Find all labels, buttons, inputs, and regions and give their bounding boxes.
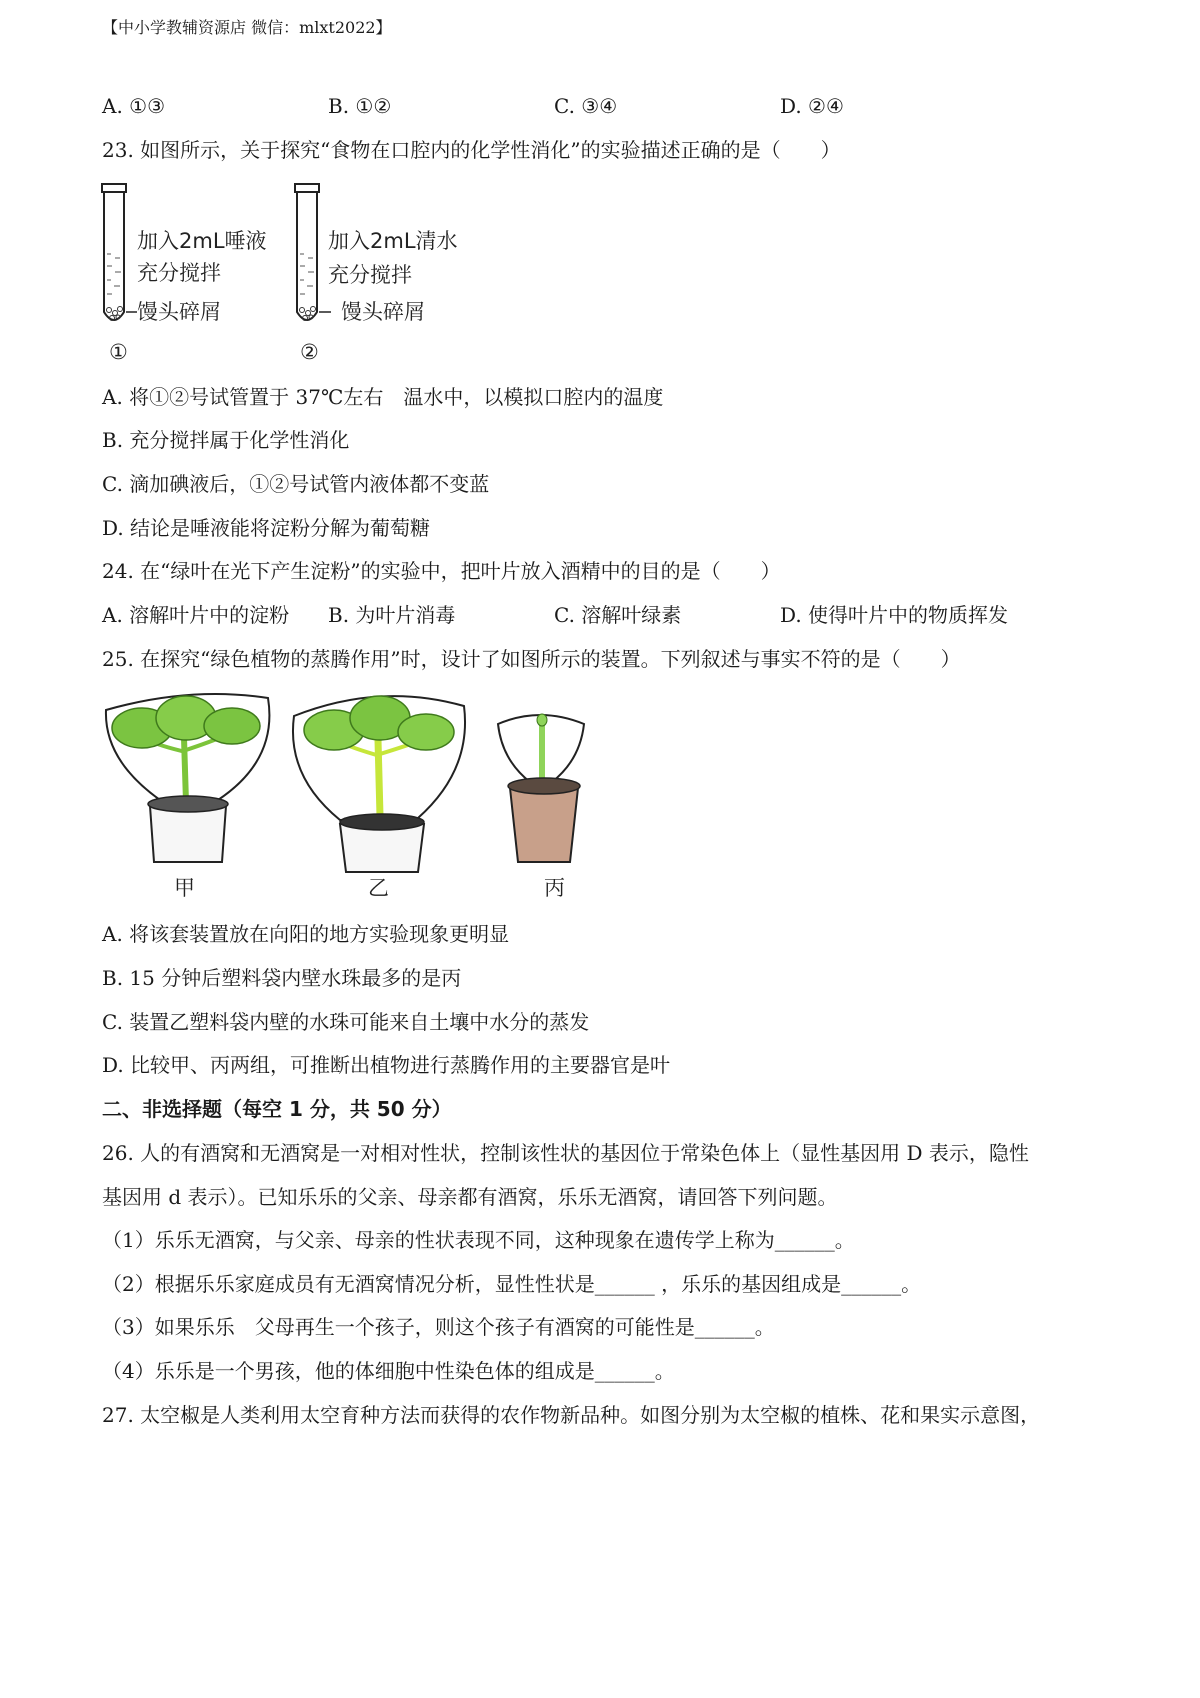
q22-option-a[interactable]: A. ①③ — [102, 94, 166, 118]
tube1-label-3: 馒头碎屑 — [137, 300, 221, 324]
tube1-number: ① — [109, 340, 128, 364]
q22-option-c[interactable]: C. ③④ — [554, 94, 618, 118]
q26-item-1[interactable]: （1）乐乐无酒窝，与父亲、母亲的性状表现不同，这种现象在遗传学上称为______。 — [102, 1228, 855, 1252]
plant-jia-icon — [106, 694, 269, 862]
q24-option-d[interactable]: D. 使得叶片中的物质挥发 — [780, 603, 1009, 627]
q22-option-b[interactable]: B. ①② — [328, 94, 392, 118]
q25-stem: 25. 在探究“绿色植物的蒸腾作用”时，设计了如图所示的装置。下列叙述与事实不符的是（ ） — [102, 647, 961, 671]
tube2-label-3: 馒头碎屑 — [341, 300, 425, 324]
q24-option-c[interactable]: C. 溶解叶绿素 — [554, 603, 682, 627]
page-header: 【中小学教辅资源店 微信：mlxt2022】 — [102, 18, 392, 37]
tube2-number: ② — [300, 340, 319, 364]
q23-stem: 23. 如图所示，关于探究“食物在口腔内的化学性消化”的实验描述正确的是（ ） — [102, 138, 841, 162]
test-tube-2-icon — [295, 184, 331, 321]
q24-stem: 24. 在“绿叶在光下产生淀粉”的实验中，把叶片放入酒精中的目的是（ ） — [102, 559, 781, 583]
q25-option-a[interactable]: A. 将该套装置放在向阳的地方实验现象更明显 — [102, 922, 510, 946]
q26-item-4[interactable]: （4）乐乐是一个男孩，他的体细胞中性染色体的组成是______。 — [102, 1359, 675, 1383]
q24-option-b[interactable]: B. 为叶片消毒 — [328, 603, 456, 627]
tube1-label-2: 充分搅拌 — [137, 261, 221, 285]
q23-option-c[interactable]: C. 滴加碘液后，①②号试管内液体都不变蓝 — [102, 472, 490, 496]
q25-transpiration-figure — [100, 690, 620, 905]
plant-bing-icon — [498, 714, 584, 862]
q23-option-b[interactable]: B. 充分搅拌属于化学性消化 — [102, 428, 350, 452]
q23-option-a[interactable]: A. 将①②号试管置于 37℃左右 温水中，以模拟口腔内的温度 — [102, 385, 664, 409]
tube1-label-1: 加入2mL唾液 — [137, 229, 267, 253]
q26-item-2[interactable]: （2）根据乐乐家庭成员有无酒窝情况分析，显性性状是______ ，乐乐的基因组成是______。 — [102, 1272, 922, 1296]
q24-option-a[interactable]: A. 溶解叶片中的淀粉 — [102, 603, 290, 627]
q23-test-tube-figure — [95, 182, 475, 372]
section-title: 二、非选择题（每空 1 分，共 50 分） — [102, 1097, 452, 1121]
plant-yi-icon — [293, 696, 465, 872]
q25-option-c[interactable]: C. 装置乙塑料袋内壁的水珠可能来自土壤中水分的蒸发 — [102, 1010, 590, 1034]
tube2-label-2: 充分搅拌 — [328, 263, 412, 287]
q23-option-d[interactable]: D. 结论是唾液能将淀粉分解为葡萄糖 — [102, 516, 431, 540]
q22-option-d[interactable]: D. ②④ — [780, 94, 844, 118]
q26-stem-line2: 基因用 d 表示）。已知乐乐的父亲、母亲都有酒窝，乐乐无酒窝，请回答下列问题。 — [102, 1185, 838, 1209]
q26-item-3[interactable]: （3）如果乐乐 父母再生一个孩子，则这个孩子有酒窝的可能性是______。 — [102, 1315, 775, 1339]
test-tube-1-icon — [102, 184, 137, 321]
q27-stem-line1: 27. 太空椒是人类利用太空育种方法而获得的农作物新品种。如图分别为太空椒的植株、花和果实示意图， — [102, 1403, 1041, 1427]
label-jia: 甲 — [174, 876, 195, 900]
q25-option-d[interactable]: D. 比较甲、丙两组，可推断出植物进行蒸腾作用的主要器官是叶 — [102, 1053, 671, 1077]
label-bing: 丙 — [544, 876, 565, 900]
q26-stem-line1: 26. 人的有酒窝和无酒窝是一对相对性状，控制该性状的基因位于常染色体上（显性基因用 D 表示，隐性 — [102, 1141, 1029, 1165]
label-yi: 乙 — [368, 876, 389, 900]
tube2-label-1: 加入2mL清水 — [328, 229, 458, 253]
q25-option-b[interactable]: B. 15 分钟后塑料袋内壁水珠最多的是丙 — [102, 966, 462, 990]
